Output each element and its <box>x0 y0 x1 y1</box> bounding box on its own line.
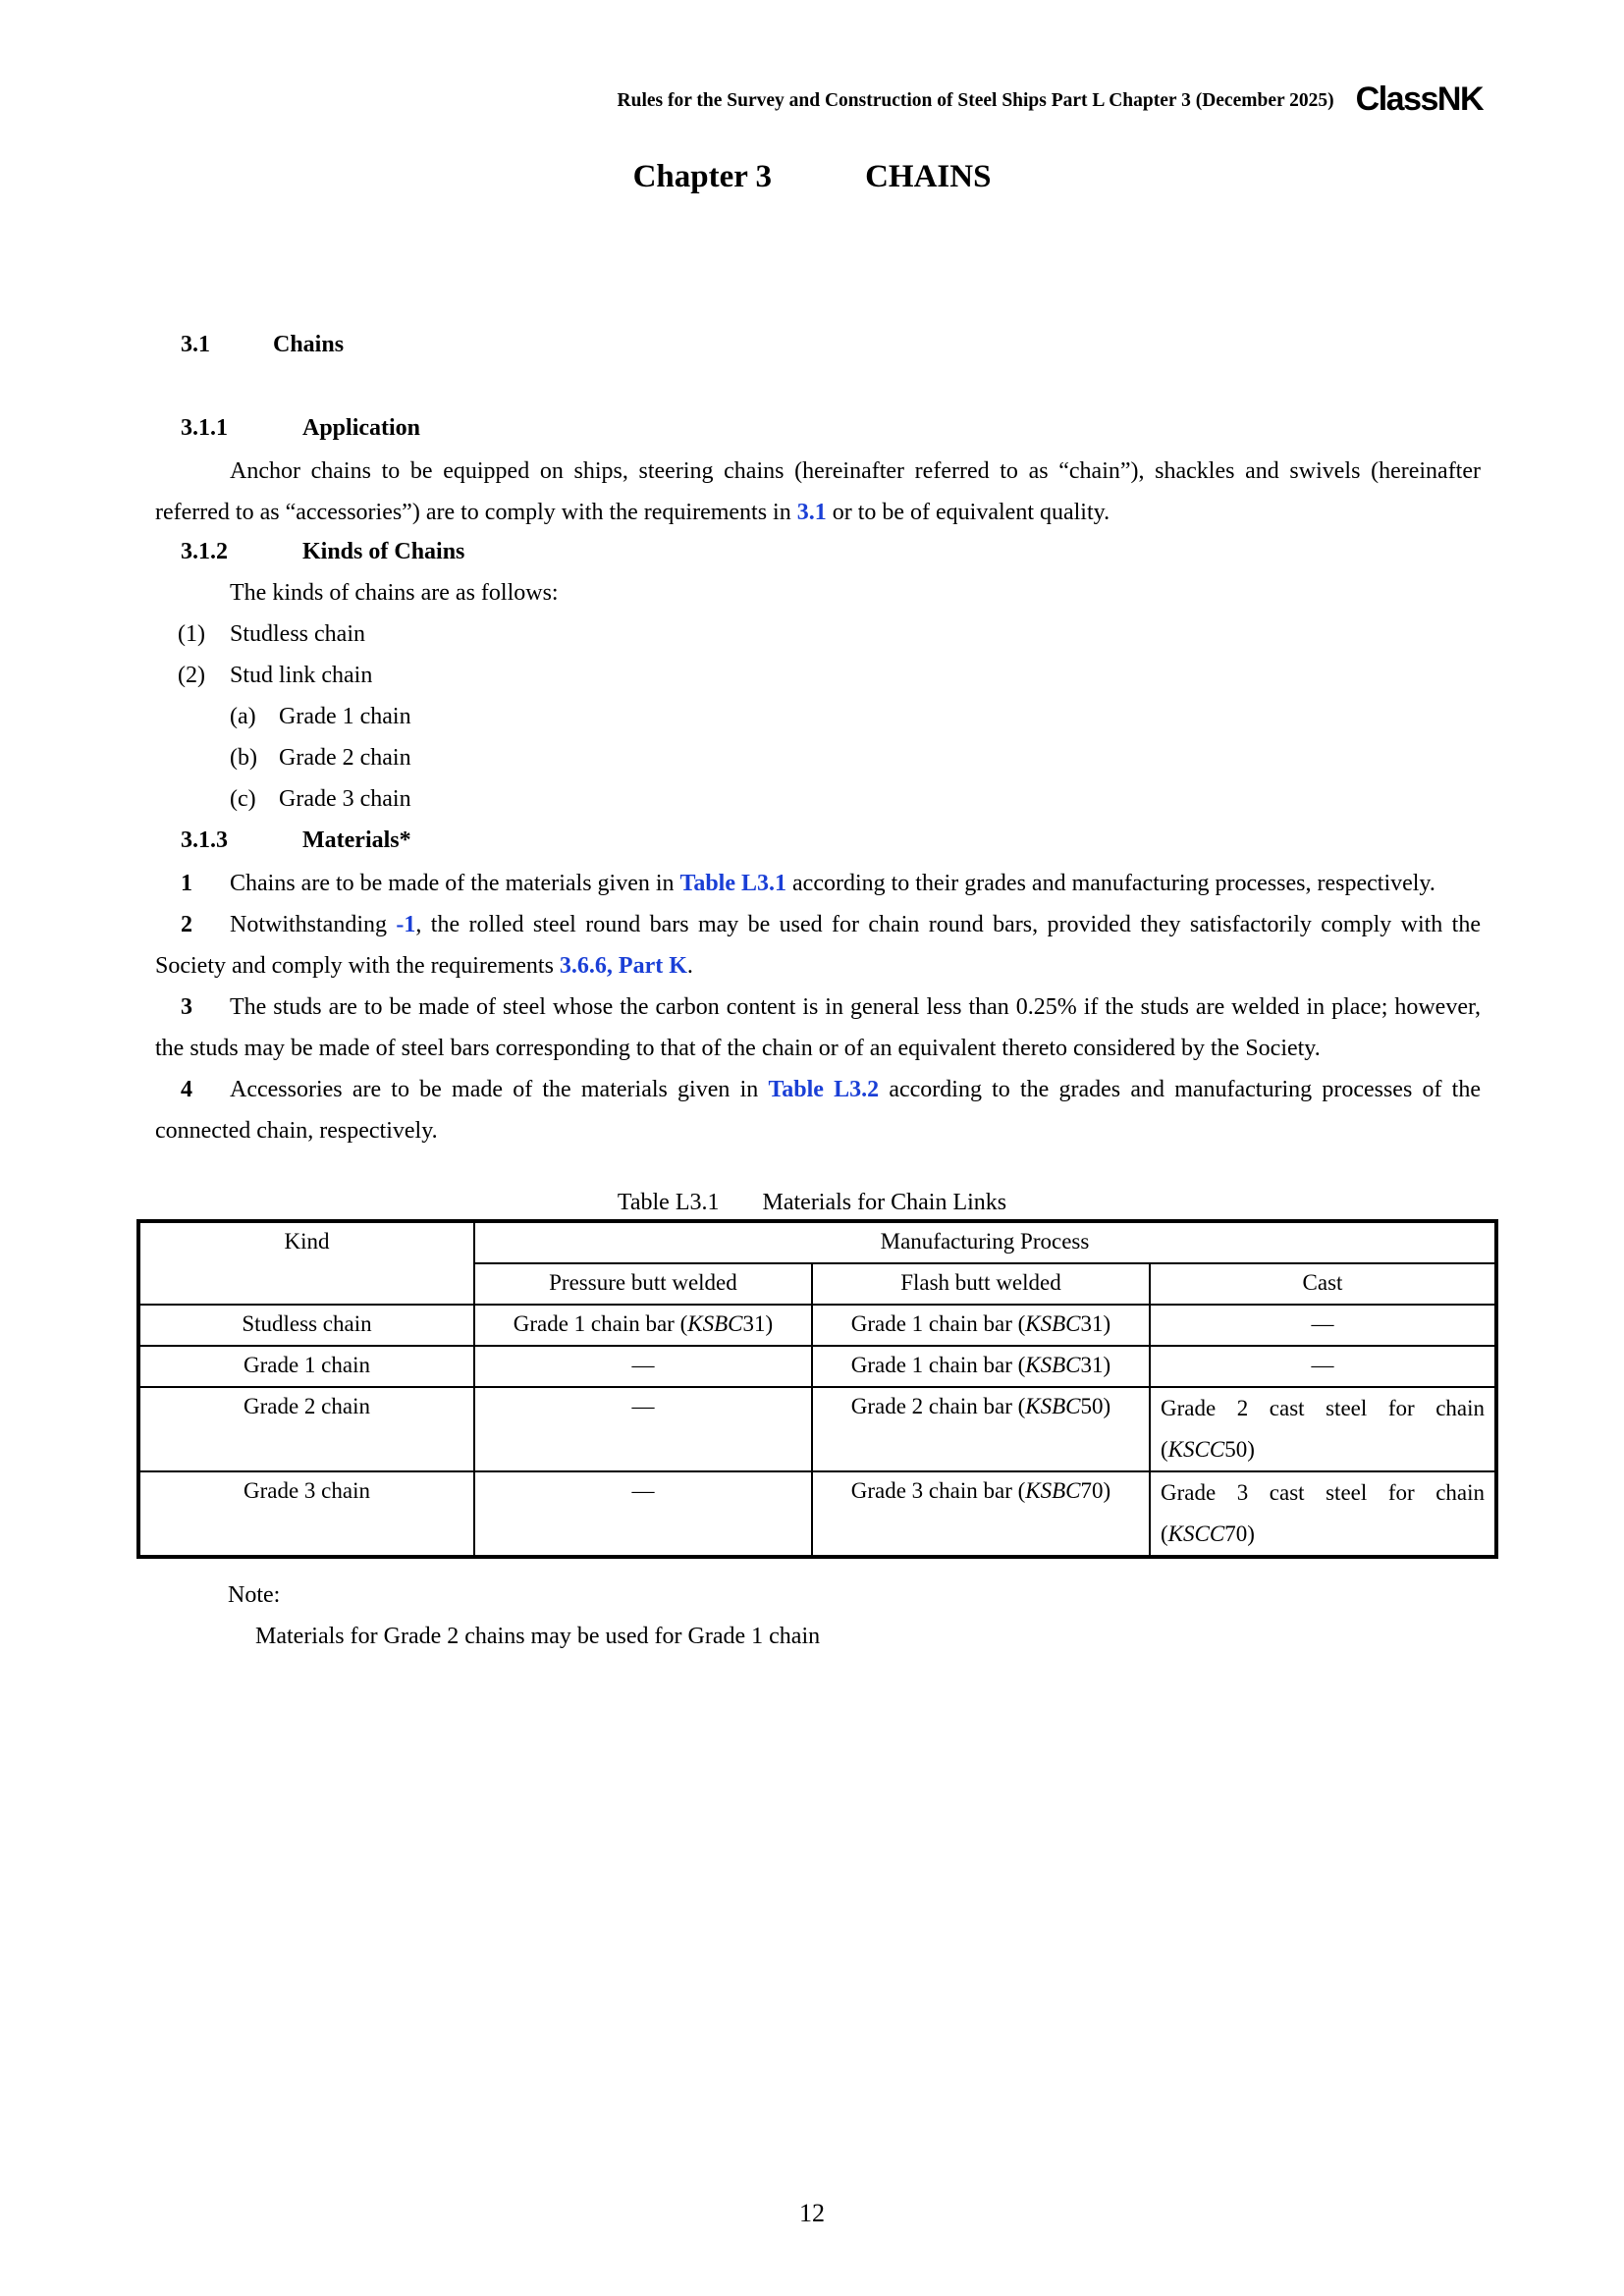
materials-paragraph-1: 1 Chains are to be made of the materials given in Table L3.1 according to their grades and manufacturing processes, respectively. <box>181 871 1435 896</box>
cell-cast: Grade 3 cast steel for chain (KSCC70) <box>1150 1471 1496 1557</box>
table-row <box>138 1305 1496 1346</box>
materials-paragraph-3: 3 The studs are to be made of steel whose the carbon content is in general less than 0.25% if the studs are welded in place; however, the studs may be made of steel bars corresponding to that of the chain or of an equivalent thereto considered by the Society. <box>155 994 1481 1061</box>
chapter-name: CHAINS <box>865 159 992 194</box>
cell-flash: Grade 1 chain bar (KSBC31) <box>812 1305 1150 1346</box>
cell-pressure: Grade 1 chain bar (KSBC31) <box>474 1305 812 1346</box>
link-3-6-6-part-k[interactable]: 3.6.6, Part K <box>559 953 687 979</box>
header-flash-butt-welded: Flash butt welded <box>812 1263 1150 1305</box>
cell-cast: Grade 2 cast steel for chain (KSCC50) <box>1150 1387 1496 1471</box>
cell-flash: Grade 3 chain bar (KSBC70) <box>812 1471 1150 1557</box>
link-table-l3-2[interactable]: Table L3.2 <box>768 1077 880 1102</box>
table-row <box>138 1387 1496 1471</box>
cell-flash: Grade 2 chain bar (KSBC50) <box>812 1387 1150 1471</box>
table-id: Table L3.1 <box>617 1190 720 1215</box>
table-title: Materials for Chain Links <box>762 1190 1007 1215</box>
subsection-heading-3-1-3 <box>181 828 411 854</box>
list-item: (2) Stud link chain <box>178 663 373 688</box>
header-title: Rules for the Survey and Construction of Steel Ships Part L Chapter 3 (December 2025) <box>617 90 1334 111</box>
page-number: 12 <box>799 2199 825 2227</box>
cell-pressure: — <box>474 1471 812 1557</box>
link-table-l3-1[interactable]: Table L3.1 <box>679 871 787 896</box>
chapter-title <box>0 159 1624 195</box>
cell-flash: Grade 1 chain bar (KSBC31) <box>812 1346 1150 1387</box>
subsection-heading-3-1-2 <box>181 539 464 565</box>
sub-list-item: (a) Grade 1 chain <box>230 704 411 729</box>
sub-list-item: (b) Grade 2 chain <box>230 745 411 771</box>
subsection-number: 3.1.2 <box>181 539 228 564</box>
materials-table <box>136 1219 1498 1559</box>
sub-list-item: (c) Grade 3 chain <box>230 786 411 812</box>
table-row <box>138 1471 1496 1557</box>
subsection-title: Application <box>302 415 421 441</box>
header-cast: Cast <box>1150 1263 1496 1305</box>
link-minus-1[interactable]: -1 <box>396 912 416 937</box>
subsection-title: Materials* <box>302 828 411 853</box>
header-kind: Kind <box>138 1221 474 1305</box>
running-header <box>550 80 1483 118</box>
cell-pressure: — <box>474 1387 812 1471</box>
cell-pressure: — <box>474 1346 812 1387</box>
cell-kind: Grade 2 chain <box>138 1387 474 1471</box>
subsection-number: 3.1.1 <box>181 415 228 441</box>
table-header-row <box>138 1221 1496 1263</box>
materials-paragraph-4: 4 Accessories are to be made of the materials given in Table L3.2 according to the grades and manufacturing processes of the connected chain, respectively. <box>155 1077 1482 1144</box>
list-item: (1) Studless chain <box>178 621 365 647</box>
subsection-heading-3-1-1 <box>181 415 420 442</box>
note-label: Note: <box>228 1582 281 1608</box>
cell-cast: — <box>1150 1305 1496 1346</box>
cell-kind: Grade 1 chain <box>138 1346 474 1387</box>
table-caption <box>0 1190 1624 1216</box>
cell-kind: Studless chain <box>138 1305 474 1346</box>
header-manufacturing-process: Manufacturing Process <box>474 1221 1496 1263</box>
note-text: Materials for Grade 2 chains may be used for Grade 1 chain <box>255 1624 821 1649</box>
cell-kind: Grade 3 chain <box>138 1471 474 1557</box>
link-3-1[interactable]: 3.1 <box>796 500 827 525</box>
section-number: 3.1 <box>181 332 210 357</box>
section-title: Chains <box>273 332 345 357</box>
subsection-number: 3.1.3 <box>181 828 228 853</box>
cell-cast: — <box>1150 1346 1496 1387</box>
table-row <box>138 1346 1496 1387</box>
classnk-logo: ClassNK <box>1355 80 1483 118</box>
materials-paragraph-2: 2 Notwithstanding -1, the rolled steel round bars may be used for chain round bars, provided they satisfactorily comply with the Society and comply with the requirements 3.6.6, Part K. <box>155 912 1482 979</box>
chapter-number: Chapter 3 <box>632 159 773 194</box>
kinds-intro: The kinds of chains are as follows: <box>230 580 559 606</box>
header-pressure-butt-welded: Pressure butt welded <box>474 1263 812 1305</box>
section-heading-3-1 <box>181 332 344 358</box>
application-paragraph: Anchor chains to be equipped on ships, steering chains (hereinafter referred to as “chain”), shackles and swivels (hereinafter referred to as “accessories”) are to comply with the requirements in 3.1 or to be of equivalent quality. <box>155 458 1481 525</box>
subsection-title: Kinds of Chains <box>302 539 465 564</box>
